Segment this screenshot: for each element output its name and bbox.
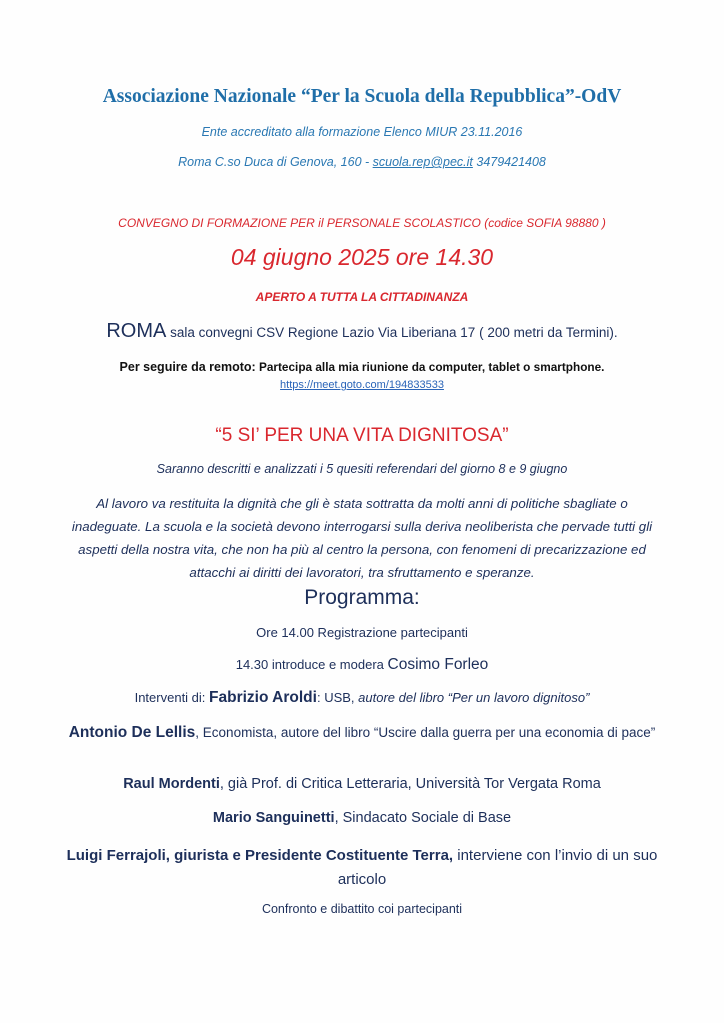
speaker-role: , Sindacato Sociale di Base [334, 810, 512, 826]
phone-number: 3479421408 [472, 155, 546, 169]
address-text: Roma C.so Duca di Genova, 160 - [178, 155, 373, 169]
event-date: 04 giugno 2025 ore 14.30 [230, 244, 494, 270]
speaker-role: , già Prof. di Critica Letteraria, Università Tor Vergata Roma [219, 776, 601, 792]
speaker-name: Raul Mordenti [123, 776, 220, 792]
speaker-item [0, 689, 724, 707]
speaker-name: Fabrizio Aroldi [209, 689, 317, 706]
remote-link-line [0, 379, 724, 391]
venue-address: sala convegni CSV Regione Lazio Via Liberiana 17 ( 200 metri da Termini). [166, 325, 618, 340]
association-title: Associazione Nazionale “Per la Scuola della Repubblica”-OdV [102, 86, 622, 107]
speaker-role: : USB, [316, 690, 359, 705]
remote-label: Per seguire da remoto: [119, 360, 256, 374]
speaker-item [0, 776, 724, 792]
remote-text: Partecipa alla mia riunione da computer, tablet o smartphone. [255, 360, 605, 374]
program-heading: Programma: [304, 586, 420, 609]
email-link[interactable]: scuola.rep@pec.it [372, 155, 473, 169]
speaker-item [62, 722, 662, 744]
interventions-label: Interventi di: [134, 690, 210, 705]
venue-city: ROMA [106, 320, 167, 342]
venue-line [0, 320, 724, 343]
speaker-book: autore del libro “Per un lavoro dignitoso” [358, 690, 590, 705]
open-to-public-note: APERTO A TUTTA LA CITTADINANZA [255, 290, 469, 304]
speaker-role: , Economista, autore del libro “Uscire dalla guerra per una economia di pace” [195, 725, 656, 740]
speaker-role: interviene con l’invio di un suo articolo [337, 847, 658, 888]
moderator-intro: 14.30 introduce e modera [235, 657, 388, 672]
moderator-name: Cosimo Forleo [387, 656, 489, 673]
speaker-name: Luigi Ferrajoli, giurista e Presidente Costituente Terra, [66, 847, 454, 864]
accreditation-line: Ente accreditato alla formazione Elenco MIUR 23.11.2016 [201, 125, 523, 139]
slogan-heading: “5 SI’ PER UNA VITA DIGNITOSA” [215, 425, 509, 446]
speaker-name: Mario Sanguinetti [212, 810, 335, 826]
description-paragraph: Al lavoro va restituita la dignità che gli è stata sottratta da molti anni di politiche sbagliate o inadeguate. La scuola e la società devono interrogarsi sulla deriva neoliberista che pervade tutti gli aspetti della nostra vita, che non ha più al centro la persona, con fenomeni di precarizzazione ed attacchi ai diritti dei lavoratori, tra sfruttamento e speranze. [71, 496, 653, 580]
speaker-item [0, 810, 724, 826]
address-line [0, 155, 724, 169]
remote-line [0, 360, 724, 374]
speaker-item [60, 844, 664, 892]
meeting-link[interactable]: https://meet.goto.com/194833533 [280, 379, 444, 391]
speaker-name: Antonio De Lellis [68, 724, 196, 741]
closing-line: Confronto e dibattito coi partecipanti [261, 902, 463, 916]
registration-line: Ore 14.00 Registrazione partecipanti [256, 625, 468, 640]
subtitle-line: Saranno descritti e analizzati i 5 quesiti referendari del giorno 8 e 9 giugno [156, 462, 568, 476]
moderator-line [0, 656, 724, 674]
convegno-heading: CONVEGNO DI FORMAZIONE PER il PERSONALE SCOLASTICO (codice SOFIA 98880 ) [118, 216, 606, 230]
